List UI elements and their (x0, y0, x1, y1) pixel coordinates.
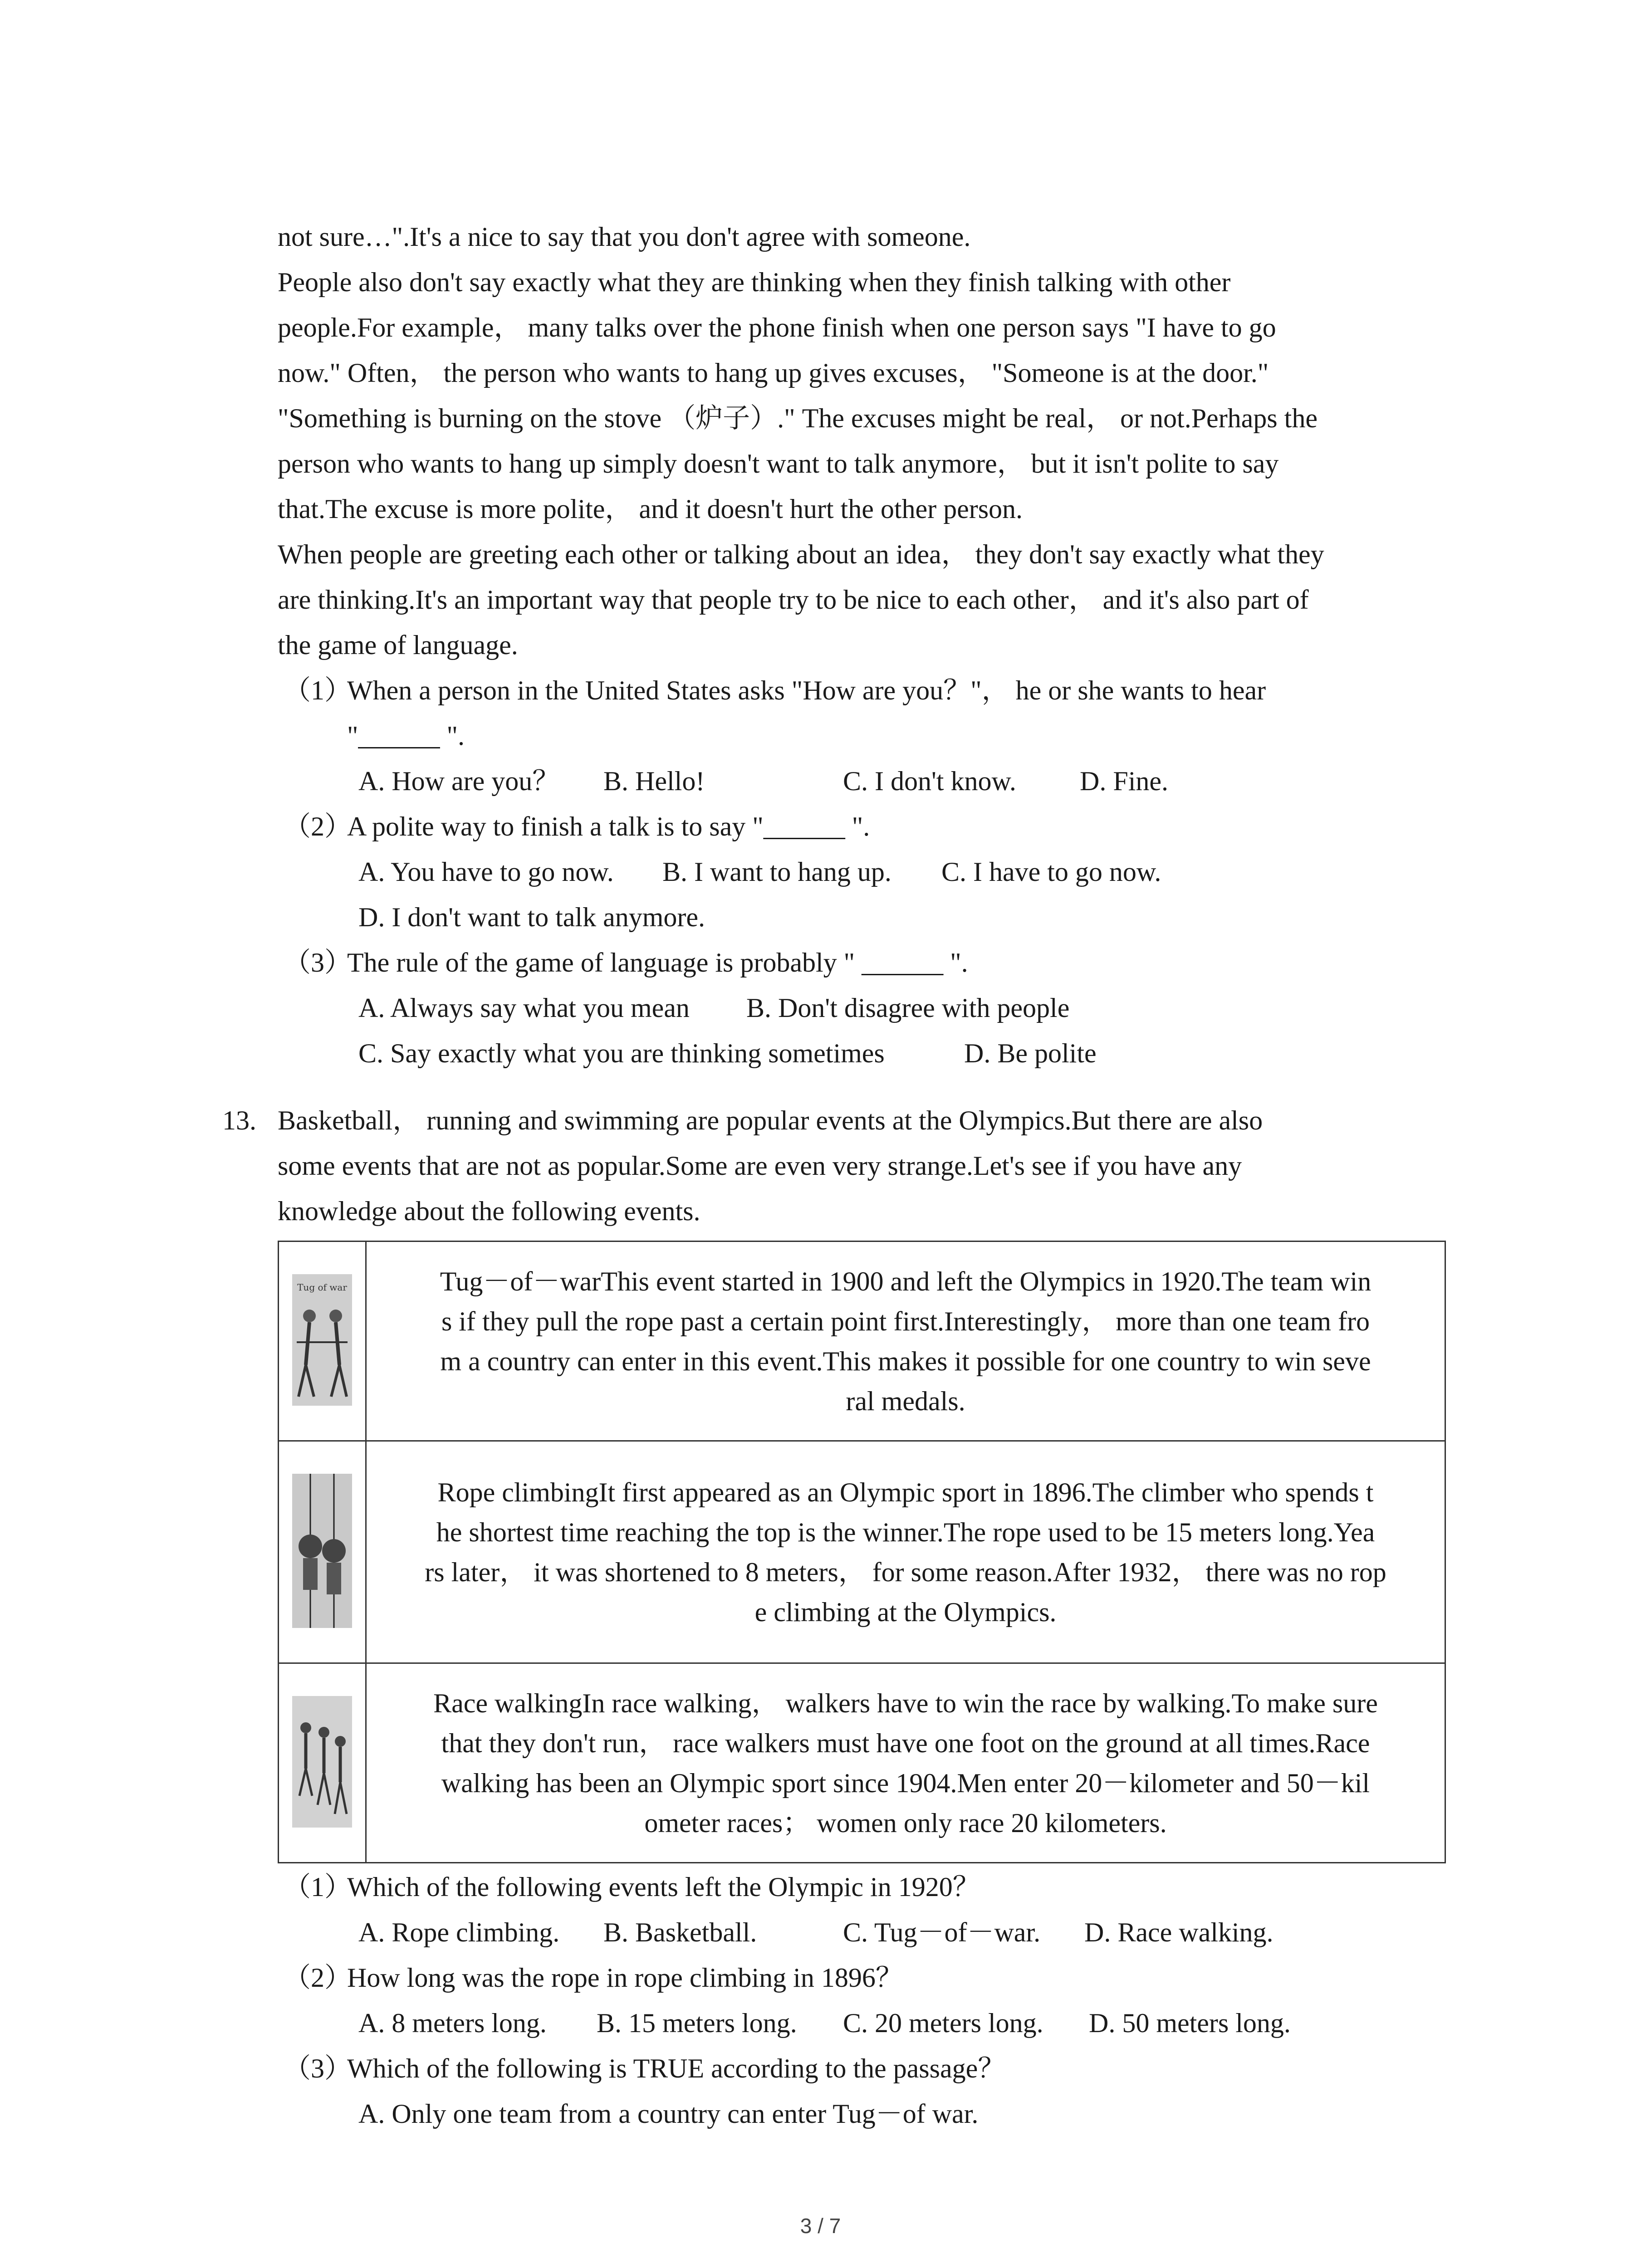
page-number: 3 / 7 (800, 2214, 841, 2238)
image-caption: Tug of war (297, 1282, 347, 1293)
q13-sub3-option-a[interactable]: A. Only one team from a country can enter Tug－of war. (358, 2099, 979, 2129)
q12-sub2-option-d[interactable]: D. I don't want to talk anymore. (358, 902, 705, 932)
event-description: Race walkingIn race walking， walkers have to win the race by walking.To make sure that they don't run， race walkers must have one foot on the ground at all times.Race walking has been an Olympic sport since 1904.Men enter 20－kilometer and 50－kil ometer races； women only race 20 kilometers. (366, 1663, 1445, 1863)
tug-of-war-image (292, 1274, 352, 1406)
q12-sub2-option-c[interactable]: C. I have to go now. (941, 857, 1161, 887)
q12-sub1-option-a[interactable]: A. How are you？ (358, 766, 560, 796)
q12-sub1-label: （1） (284, 675, 352, 705)
event-image-cell (279, 1663, 366, 1863)
q13-sub2-option-a[interactable]: A. 8 meters long. (358, 2008, 547, 2038)
q13-sub2-label: （2） (284, 1963, 352, 1993)
q13-sub2-option-c[interactable]: C. 20 meters long. (843, 2008, 1043, 2038)
q13-sub3-label: （3） (284, 2053, 352, 2083)
q12-sub2-stem: A polite way to finish a talk is to say "______ ". (347, 811, 870, 841)
race-walking-image (292, 1696, 352, 1828)
passage-line: not sure…".It's a nice to say that you don't agree with someone. (278, 222, 971, 252)
passage-line: the game of language. (278, 630, 518, 660)
q13-intro-line: Basketball， running and swimming are popular events at the Olympics.But there are also (278, 1105, 1263, 1135)
q13-sub1-label: （1） (284, 1872, 352, 1902)
event-image-cell (279, 1242, 366, 1441)
passage-line: now." Often， the person who wants to hang up gives excuses， "Someone is at the door." (278, 358, 1269, 388)
q12-sub1-stem: When a person in the United States asks "How are you？"， he or she wants to hear (347, 675, 1266, 705)
question-number: 13. (222, 1105, 256, 1135)
q12-sub3-label: （3） (284, 948, 352, 978)
q12-sub1-option-b[interactable]: B. Hello! (603, 766, 705, 796)
passage-line: When people are greeting each other or talking about an idea， they don't say exactly what they (278, 539, 1324, 569)
rope-climbing-image (292, 1474, 352, 1628)
q12-sub2-option-b[interactable]: B. I want to hang up. (662, 857, 892, 887)
q12-sub3-option-d[interactable]: D. Be polite (964, 1038, 1097, 1068)
table-row (279, 1441, 1445, 1663)
q13-sub1-option-a[interactable]: A. Rope climbing. (358, 1917, 560, 1947)
q13-sub3-stem: Which of the following is TRUE according to the passage？ (347, 2053, 1005, 2083)
q12-sub3-stem: The rule of the game of language is probably " ______ ". (347, 948, 968, 978)
passage-line: people.For example， many talks over the phone finish when one person says "I have to go (278, 313, 1276, 342)
q12-sub3-option-c[interactable]: C. Say exactly what you are thinking sometimes (358, 1038, 885, 1068)
q12-sub2-label: （2） (284, 811, 352, 841)
passage-line: "Something is burning on the stove （炉子）." The excuses might be real， or not.Perhaps the (278, 403, 1318, 433)
q13-sub2-stem: How long was the rope in rope climbing in 1896？ (347, 1963, 903, 1993)
events-table (278, 1241, 1446, 1863)
passage-line: are thinking.It's an important way that people try to be nice to each other， and it's also part of (278, 585, 1309, 615)
table-row (279, 1663, 1445, 1863)
q13-sub2-option-b[interactable]: B. 15 meters long. (597, 2008, 797, 2038)
q12-sub1-option-c[interactable]: C. I don't know. (843, 766, 1016, 796)
q12-sub3-option-a[interactable]: A. Always say what you mean (358, 993, 690, 1023)
q13-sub1-option-c[interactable]: C. Tug－of－war. (843, 1917, 1041, 1947)
passage-line: person who wants to hang up simply doesn't want to talk anymore， but it isn't polite to say (278, 449, 1279, 479)
q12-sub1-option-d[interactable]: D. Fine. (1080, 766, 1168, 796)
passage-line: People also don't say exactly what they are thinking when they finish talking with other (278, 267, 1231, 297)
event-description: Rope climbingIt first appeared as an Olympic sport in 1896.The climber who spends t he shortest time reaching the top is the winner.The rope used to be 15 meters long.Yea rs later， it was shortened to 8 meters， for some reason.After 1932， there was no rop e climbing at the Olympics. (366, 1441, 1445, 1663)
q13-intro-line: some events that are not as popular.Some are even very strange.Let's see if you have any (278, 1151, 1242, 1181)
q12-sub1-stem-cont: "______ ". (347, 721, 465, 751)
passage-line: that.The excuse is more polite， and it doesn't hurt the other person. (278, 494, 1023, 524)
q13-sub2-option-d[interactable]: D. 50 meters long. (1089, 2008, 1291, 2038)
event-image-cell (279, 1441, 366, 1663)
event-description: Tug－of－warThis event started in 1900 and left the Olympics in 1920.The team win s if they pull the rope past a certain point first.Interestingly， more than one team fro m a country can enter in this event.This makes it possible for one country to win seve ral medals. (366, 1242, 1445, 1441)
q13-intro-line: knowledge about the following events. (278, 1196, 700, 1226)
q13-sub1-option-b[interactable]: B. Basketball. (603, 1917, 757, 1947)
q12-sub3-option-b[interactable]: B. Don't disagree with people (746, 993, 1070, 1023)
table-row (279, 1242, 1445, 1441)
q12-sub2-option-a[interactable]: A. You have to go now. (358, 857, 614, 887)
q13-sub1-stem: Which of the following events left the Olympic in 1920？ (347, 1872, 980, 1902)
q13-sub1-option-d[interactable]: D. Race walking. (1084, 1917, 1274, 1947)
